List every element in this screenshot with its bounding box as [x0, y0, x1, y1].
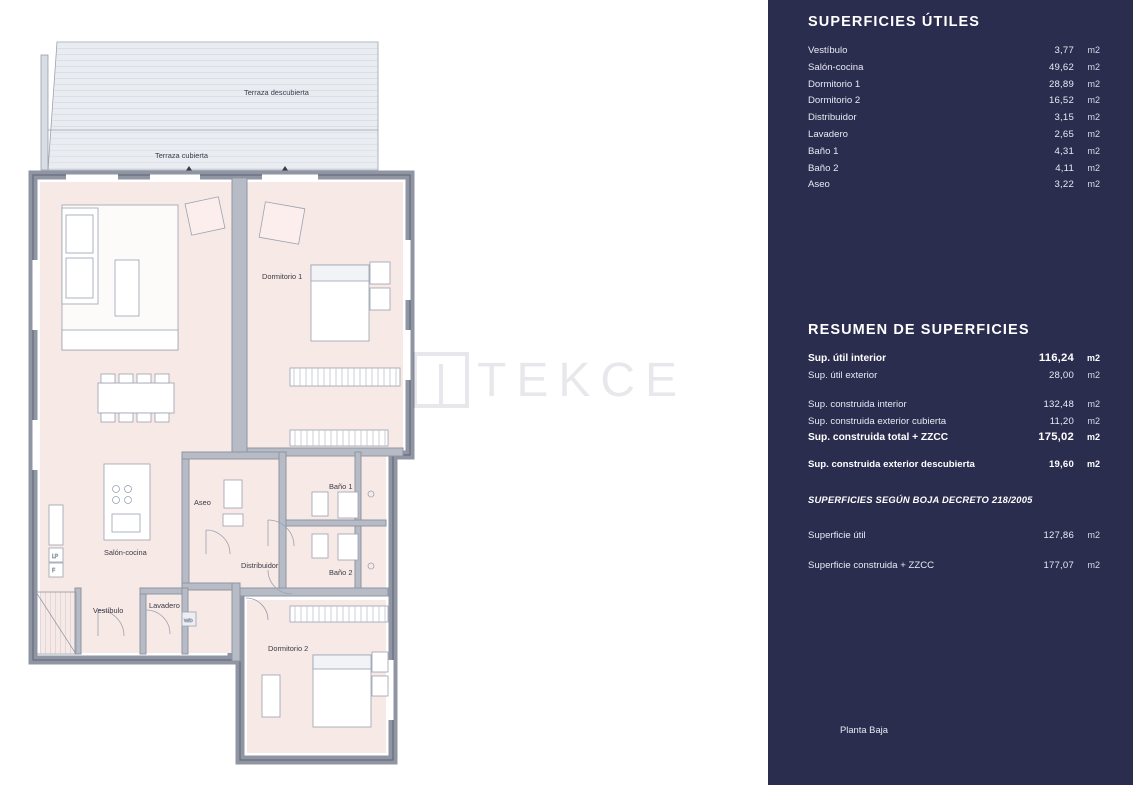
list-item: [808, 367, 1100, 384]
list-item: [808, 42, 1100, 59]
summary-value: 127,86: [1043, 530, 1074, 541]
area-value: 16,52: [1048, 95, 1074, 107]
area-value: 2,65: [1054, 128, 1074, 140]
label-dormitorio-2: Dormitorio 2: [268, 644, 309, 653]
svg-text:W/D: W/D: [184, 618, 193, 623]
list-item: [808, 413, 1100, 430]
area-name: Dormitorio 2: [808, 95, 861, 107]
summary-value: 19,60: [1048, 459, 1074, 470]
label-dormitorio-1: Dormitorio 1: [262, 272, 303, 281]
summary-value: 175,02: [1038, 431, 1074, 444]
summary-value: 116,24: [1038, 352, 1074, 364]
list-item: [808, 350, 1100, 367]
summary-unit: m2: [1086, 432, 1100, 443]
list-item: [808, 396, 1100, 413]
planta-baja-label: Planta Baja: [840, 724, 888, 735]
svg-text:LP: LP: [52, 554, 59, 560]
label-terraza-cubierta: Terraza cubierta: [155, 151, 208, 160]
summary-value: 177,07: [1043, 560, 1074, 571]
summary-group-3: [808, 456, 1100, 473]
list-item: [808, 550, 1100, 580]
area-unit: m2: [1087, 112, 1100, 123]
summary-group-2: [808, 396, 1100, 446]
wardrobe-corridor: [290, 430, 388, 446]
summary-unit: m2: [1086, 459, 1100, 469]
area-unit: m2: [1087, 61, 1100, 72]
area-unit: m2: [1087, 179, 1100, 190]
area-unit: m2: [1087, 78, 1100, 89]
area-value: 28,89: [1048, 78, 1074, 90]
list-item: [808, 109, 1100, 126]
area-value: 3,22: [1054, 179, 1074, 191]
list-item: [808, 176, 1100, 193]
list-item: [808, 92, 1100, 109]
area-value: 3,15: [1054, 112, 1074, 124]
panel-title-resumen: RESUMEN DE SUPERFICIES: [808, 322, 1030, 338]
area-unit: m2: [1087, 162, 1100, 173]
label-bano-2: Baño 2: [329, 568, 353, 577]
list-item: [808, 126, 1100, 143]
label-aseo: Aseo: [194, 498, 211, 507]
terrace-area: [41, 42, 378, 172]
area-value: 4,11: [1055, 162, 1074, 174]
summary-unit: m2: [1087, 415, 1100, 426]
list-item: [808, 429, 1100, 446]
area-value: 4,31: [1054, 145, 1074, 157]
summary-name: Sup. construida exterior descubierta: [808, 459, 975, 470]
summary-unit: m2: [1087, 399, 1100, 409]
summary-group-4: [808, 520, 1100, 580]
list-item: [808, 76, 1100, 93]
label-salon-cocina: Salón-cocina: [104, 548, 147, 557]
list-item: [808, 160, 1100, 177]
area-name: Baño 2: [808, 162, 839, 174]
summary-name: Sup. construida interior: [808, 399, 907, 410]
area-unit: m2: [1087, 128, 1100, 139]
label-distribuidor: Distribuidor: [241, 561, 279, 570]
area-name: Dormitorio 1: [808, 78, 861, 90]
area-name: Vestíbulo: [808, 45, 848, 56]
summary-name: Sup. construida total + ZZCC: [808, 432, 949, 444]
label-bano-1: Baño 1: [329, 482, 353, 491]
stairs: [36, 592, 76, 654]
list-item: [808, 143, 1100, 160]
summary-name: Sup. útil interior: [808, 353, 887, 364]
area-unit: m2: [1087, 145, 1100, 156]
summary-value: 28,00: [1048, 369, 1074, 381]
area-name: Aseo: [808, 179, 830, 191]
summary-unit: m2: [1087, 530, 1100, 540]
summary-unit: m2: [1087, 560, 1100, 570]
label-lavadero: Lavadero: [149, 601, 180, 610]
list-item: [808, 59, 1100, 76]
furniture-living: [62, 205, 178, 350]
area-unit: m2: [1087, 45, 1100, 55]
summary-group-1: [808, 350, 1100, 383]
summary-name: Superficie construida + ZZCC: [808, 560, 935, 571]
list-item: [808, 520, 1100, 550]
area-unit: m2: [1087, 95, 1100, 106]
decreto-title: SUPERFICIES SEGÚN BOJA DECRETO 218/2005: [808, 494, 1033, 505]
summary-name: Superficie útil: [808, 530, 866, 541]
wardrobe-bedroom-2: [290, 606, 388, 622]
area-value: 3,77: [1054, 45, 1074, 56]
surfaces-panel: [768, 0, 1133, 785]
area-name: Lavadero: [808, 128, 849, 140]
label-vestibulo: Vestíbulo: [93, 606, 124, 615]
svg-text:F: F: [52, 568, 56, 574]
summary-value: 11,20: [1049, 415, 1074, 427]
summary-name: Sup. útil exterior: [808, 369, 878, 381]
wardrobe-bedroom-1: [290, 368, 400, 386]
tekce-watermark-text: TEKCE: [477, 353, 688, 407]
area-name: Baño 1: [808, 145, 839, 157]
summary-name: Sup. construida exterior cubierta: [808, 415, 947, 427]
summary-unit: m2: [1087, 369, 1100, 380]
summary-value: 132,48: [1043, 399, 1074, 410]
area-name: Distribuidor: [808, 112, 857, 124]
summary-unit: m2: [1086, 353, 1100, 363]
label-terraza-descubierta: Terraza descubierta: [244, 88, 309, 97]
panel-title-superficies-utiles: SUPERFICIES ÚTILES: [808, 14, 981, 30]
list-item: [808, 456, 1100, 473]
areas-list: [808, 42, 1100, 193]
area-value: 49,62: [1048, 61, 1074, 73]
area-name: Salón-cocina: [808, 61, 864, 73]
